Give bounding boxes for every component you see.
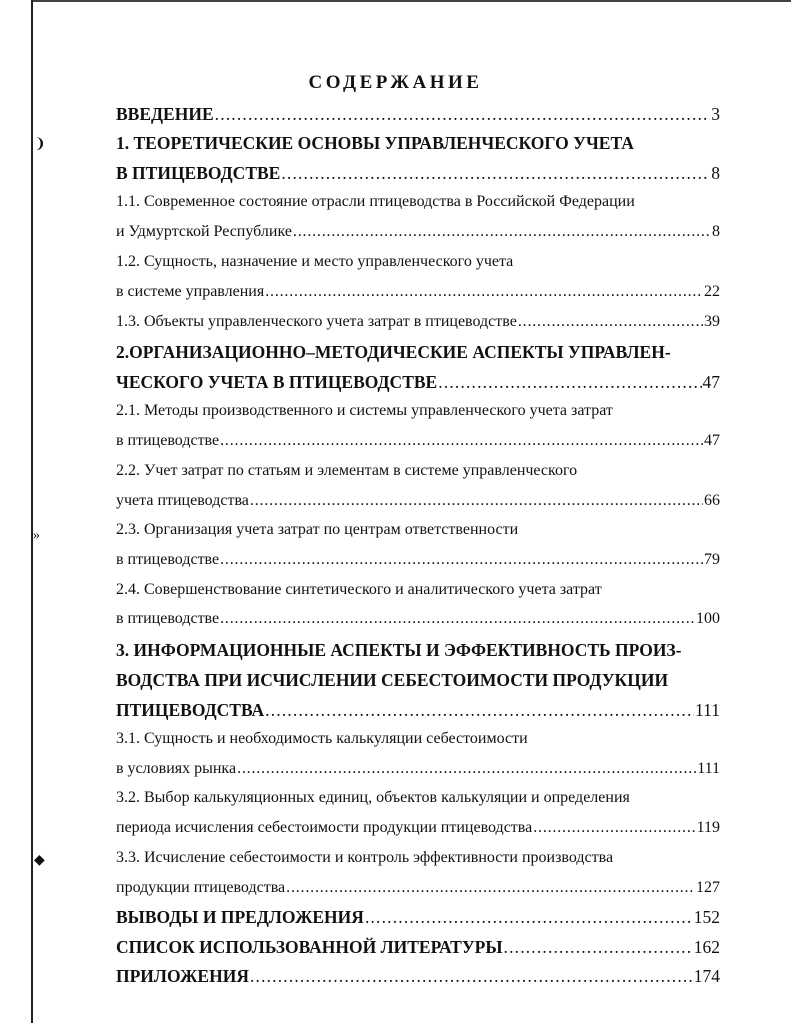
toc-entry-text: В ПТИЦЕВОДСТВЕ — [116, 163, 281, 183]
toc-page-number: 111 — [697, 760, 720, 777]
toc-entry-text: ВЫВОДЫ И ПРЕДЛОЖЕНИЯ — [116, 907, 364, 927]
toc-entry-text: продукции птицеводства — [116, 879, 286, 896]
toc-entry-chapter-1-cont — [116, 163, 720, 185]
toc-entry-text: ЧЕСКОГО УЧЕТА В ПТИЦЕВОДСТВЕ — [116, 372, 438, 392]
toc-entry-text: 2.4. Совершенствование синтетического и аналитического учета затрат — [116, 581, 602, 598]
toc-entry-section-3-2-cont — [116, 819, 720, 841]
toc-page-number: 3 — [711, 104, 720, 124]
toc-entry-section-2-1 — [116, 402, 720, 424]
toc-entry-text: 1.1. Современное состояние отрасли птицеводства в Российской Федерации — [116, 193, 635, 210]
toc-page-number: 22 — [704, 283, 720, 300]
toc-entry-appendices — [116, 966, 720, 988]
leader-dots — [286, 879, 695, 897]
toc-entry-chapter-3-cont — [116, 670, 720, 692]
toc-page-number: 119 — [696, 819, 720, 836]
toc-entry-text: в птицеводстве — [116, 432, 220, 449]
leader-dots — [438, 372, 701, 393]
toc-entry-section-2-4 — [116, 581, 720, 603]
toc-entry-text: ПРИЛОЖЕНИЯ — [116, 966, 249, 986]
toc-entry-section-3-3-cont — [116, 879, 720, 901]
toc-entry-text: учета птицеводства — [116, 492, 249, 509]
toc-entry-text: периода исчисления себестоимости продукции птицеводства — [116, 819, 533, 836]
toc-entry-text: 2.2. Учет затрат по статьям и элементам в системе управленческого — [116, 462, 578, 479]
toc-entry-section-2-2 — [116, 462, 720, 484]
toc-entry-section-2-1-cont — [116, 432, 720, 454]
toc-entry-text: 1.2. Сущность, назначение и место управленческого учета — [116, 253, 514, 270]
toc-entry-text: в системе управления — [116, 283, 265, 300]
toc-entry-section-1-2-cont — [116, 283, 720, 305]
binding-mark-icon: ◆ — [34, 853, 45, 868]
toc-entry-text: СПИСОК ИСПОЛЬЗОВАННОЙ ЛИТЕРАТУРЫ — [116, 937, 503, 957]
toc-entry-section-3-2 — [116, 789, 720, 811]
toc-entry-section-2-4-cont — [116, 610, 720, 632]
toc-entry-text: в птицеводстве — [116, 610, 220, 627]
toc-entry-section-1-3 — [116, 313, 720, 335]
toc-page-number: 8 — [712, 223, 720, 240]
toc-entry-introduction — [116, 104, 720, 126]
toc-entry-text: в условиях рынка — [116, 760, 237, 777]
toc-page-number: 39 — [704, 313, 720, 330]
binding-mark-icon: » — [33, 528, 40, 543]
toc-entry-chapter-2-cont — [116, 372, 720, 394]
leader-dots — [365, 907, 693, 928]
leader-dots — [504, 937, 693, 958]
leader-dots — [250, 492, 703, 510]
toc-entry-conclusions — [116, 907, 720, 929]
leader-dots — [237, 760, 696, 778]
toc-entry-chapter-2 — [116, 342, 720, 364]
toc-page-number: 152 — [693, 907, 720, 927]
toc-entry-text: 3.3. Исчисление себестоимости и контроль эффективности производства — [116, 849, 614, 866]
toc-entry-text: в птицеводстве — [116, 551, 220, 568]
toc-page-number: 100 — [696, 610, 720, 627]
toc-entry-section-2-2-cont — [116, 492, 720, 514]
binding-mark-icon: ❩ — [34, 137, 46, 152]
toc-entry-text: 2.ОРГАНИЗАЦИОННО–МЕТОДИЧЕСКИЕ АСПЕКТЫ УПРАВЛЕН- — [116, 342, 671, 362]
toc-entry-text: 1. ТЕОРЕТИЧЕСКИЕ ОСНОВЫ УПРАВЛЕНЧЕСКОГО УЧЕТА — [116, 133, 634, 153]
toc-entry-bibliography — [116, 937, 720, 959]
toc-page-number: 162 — [693, 937, 720, 957]
toc-entry-section-3-1-cont — [116, 760, 720, 782]
leader-dots — [533, 819, 695, 837]
leader-dots — [220, 610, 695, 628]
leader-dots — [293, 223, 711, 241]
toc-entry-text: ВОДСТВА ПРИ ИСЧИСЛЕНИИ СЕБЕСТОИМОСТИ ПРОДУКЦИИ — [116, 670, 669, 690]
toc-entry-section-1-1 — [116, 193, 720, 215]
toc-page-number: 47 — [704, 432, 720, 449]
toc-entry-text: 3.1. Сущность и необходимость калькуляции себестоимости — [116, 730, 528, 747]
leader-dots — [265, 283, 703, 301]
toc-entry-section-3-1 — [116, 730, 720, 752]
toc-page-number: 174 — [693, 966, 720, 986]
toc-page-number: 111 — [695, 700, 720, 720]
toc-entry-section-2-3-cont — [116, 551, 720, 573]
scan-border-left — [31, 0, 33, 1023]
toc-entry-chapter-3-cont-2 — [116, 700, 720, 722]
leader-dots — [220, 551, 703, 569]
page-title: СОДЕРЖАНИЕ — [308, 72, 483, 93]
toc-entry-section-3-3 — [116, 849, 720, 871]
leader-dots — [518, 313, 703, 331]
toc-entry-text: и Удмуртской Республике — [116, 223, 292, 240]
leader-dots — [220, 432, 703, 450]
toc-page-number: 127 — [696, 879, 720, 896]
toc-entry-text: ВВЕДЕНИЕ — [116, 104, 214, 124]
toc-page-number: 8 — [711, 163, 720, 183]
toc-entry-chapter-3 — [116, 640, 720, 662]
leader-dots — [250, 966, 693, 987]
toc-page-number: 66 — [704, 492, 720, 509]
leader-dots — [265, 700, 694, 721]
toc-entry-text: ПТИЦЕВОДСТВА — [116, 700, 265, 720]
toc-page-number: 47 — [702, 372, 720, 392]
toc-entry-chapter-1 — [116, 133, 720, 155]
toc-entry-text: 1.3. Объекты управленческого учета затрат в птицеводстве — [116, 313, 517, 330]
leader-dots — [281, 163, 710, 184]
toc-entry-section-1-1-cont — [116, 223, 720, 245]
scan-border-top — [31, 0, 791, 2]
toc-page-number: 79 — [704, 551, 720, 568]
leader-dots — [215, 104, 711, 125]
toc-entry-section-2-3 — [116, 521, 720, 543]
toc-entry-text: 2.1. Методы производственного и системы управленческого учета затрат — [116, 402, 613, 419]
toc-entry-text: 3.2. Выбор калькуляционных единиц, объектов калькуляции и определения — [116, 789, 630, 806]
toc-entry-section-1-2 — [116, 253, 720, 275]
toc-entry-text: 3. ИНФОРМАЦИОННЫЕ АСПЕКТЫ И ЭФФЕКТИВНОСТЬ ПРОИЗ- — [116, 640, 682, 660]
toc-entry-text: 2.3. Организация учета затрат по центрам ответственности — [116, 521, 519, 538]
